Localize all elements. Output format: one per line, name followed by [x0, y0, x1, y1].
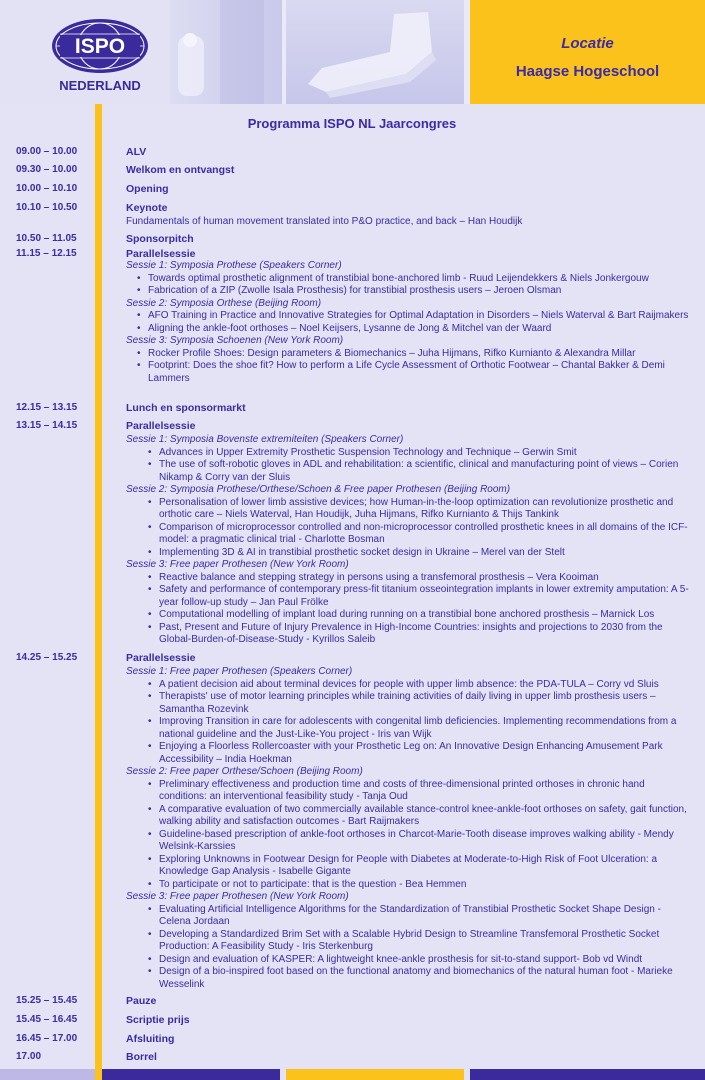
footer-stripe	[0, 1069, 95, 1080]
list-item: • Advances in Upper Extremity Prosthetic Suspension Technology and Technique – Gerwin Smit	[159, 447, 691, 460]
list-item: • Fabrication of a ZIP (Zwolle Isala Prosthesis) for transtibial prosthesis users – Jeroen Olsman	[148, 285, 691, 298]
globe-icon	[0, 0, 170, 104]
list-item: • Personalisation of lower limb assistive devices; how Human-in-the-loop optimization can revolutionize prosthetic and orthotic care – Niels Waterval, Han Houdijk, Juha Hijmans, Rifko Kurnianto & Thijs Tankink	[159, 497, 691, 522]
list-item: • The use of soft-robotic gloves in ADL and rehabilitation: a scientific, clinical and manufacturing point of views – Corien Nikamp & Corry van der Sluis	[159, 459, 691, 484]
row-title: Parallelsessie	[126, 248, 196, 260]
list-item: • Guideline-based prescription of ankle-foot orthoses in Charcot-Marie-Tooth disease improves walking ability - Mendy Welsink-Karssies	[159, 829, 691, 854]
row-time: 15.25 – 15.45	[16, 995, 78, 1006]
list-item: • Rocker Profile Shoes: Design parameters & Biomechanics – Juha Hijmans, Rifko Kurnianto & Alexandra Millar	[148, 348, 691, 361]
row-time: 09.30 – 10.00	[16, 164, 78, 175]
row-title: Parallelsessie	[126, 652, 196, 664]
session-heading: Sessie 1: Free paper Prothesen (Speakers Corner)	[126, 666, 353, 677]
location-value: Haagse Hogeschool	[515, 63, 660, 80]
list-item: • Exploring Unknowns in Footwear Design for People with Diabetes at Moderate-to-High Risk of Foot Ulceration: a Knowledge Gap Analysis - Isabelle Gigante	[159, 854, 691, 879]
prosthesis-photo	[170, 0, 282, 104]
list-item: • Improving Transition in care for adolescents with congenital limb deficiencies. Implementing recommendations from a national guideline and the Just-Like-You project - Iris van Wijk	[159, 716, 691, 741]
list-item: • A patient decision aid about terminal devices for people with upper limb absence: the PDA-TULA – Corry vd Sluis	[159, 679, 691, 692]
list-item: • Safety and performance of contemporary press-fit titanium osseointegration implants in lower extremity amputation: A 5-year follow-up study – Jan Paul Frölke	[159, 584, 691, 609]
row-title: Afsluiting	[126, 1033, 175, 1045]
header-banner	[0, 0, 705, 104]
location-label: Locatie	[561, 35, 614, 52]
list-item: • Developing a Standardized Brim Set with a Scalable Hybrid Design to Streamline Transfemoral Prosthetic Socket Production: A Feasibility Study - Iris Sterkenburg	[159, 929, 691, 954]
row-time: 16.45 – 17.00	[16, 1033, 78, 1044]
foot-icon	[286, 0, 464, 104]
logo-text: ISPO	[74, 35, 126, 58]
location-box	[470, 0, 705, 104]
session-heading: Sessie 1: Symposia Prothese (Speakers Corner)	[126, 260, 342, 271]
list-item: • Design of a bio-inspired foot based on the functional anatomy and biomechanics of the natural human foot - Marieke Wesselink	[159, 966, 691, 991]
list-item: • AFO Training in Practice and Innovative Strategies for Optimal Adaptation in Disorders – Niels Waterval & Bart Raijmakers	[148, 310, 691, 323]
list-item: • Design and evaluation of KASPER: A lightweight knee-ankle prosthesis for sit-to-stand support- Bob vd Windt	[159, 954, 691, 967]
row-time: 10.10 – 10.50	[16, 202, 78, 213]
logo-subtitle: NEDERLAND	[59, 78, 141, 93]
row-time: 17.00	[16, 1051, 42, 1062]
foot-prosthesis-photo	[286, 0, 464, 104]
session-block	[126, 260, 691, 385]
session-heading: Sessie 2: Free paper Orthese/Schoen (Beijing Room)	[126, 766, 363, 777]
list-item: • Enjoying a Floorless Rollercoaster with your Prosthetic Leg on: An Innovative Design Enhancing Amusement Park Accessibility – India Hoekman	[159, 741, 691, 766]
row-title: Parallelsessie	[126, 420, 196, 432]
row-time: 12.15 – 13.15	[16, 402, 78, 413]
list-item: • Towards optimal prosthetic alignment of transtibial bone-anchored limb - Ruud Leijendekkers & Niels Jonkergouw	[148, 273, 691, 286]
accent-divider	[95, 104, 102, 1080]
row-time: 11.15 – 12.15	[16, 248, 77, 259]
footer-stripe	[470, 1069, 705, 1080]
knee-prosthesis-icon	[170, 0, 282, 104]
row-title: Pauze	[126, 995, 157, 1007]
list-item: • Reactive balance and stepping strategy in persons using a transfemoral prosthesis – Vera Kooiman	[159, 572, 691, 585]
session-heading: Sessie 3: Free paper Prothesen (New York Room)	[126, 891, 349, 902]
list-item: • Preliminary effectiveness and production time and costs of three-dimensional printed orthoses in chronic hand conditions: an interventional feasibility study - Tanja Oud	[159, 779, 691, 804]
row-time: 10.00 – 10.10	[16, 183, 78, 194]
page-title: Programma ISPO NL Jaarcongres	[247, 116, 457, 131]
row-title: Borrel	[126, 1051, 157, 1063]
list-item: • Evaluating Artificial Intelligence Algorithms for the Standardization of Transtibial Prosthetic Socket Shape Design - Celena Jordaan	[159, 904, 691, 929]
row-time: 09.00 – 10.00	[16, 146, 78, 157]
footer-stripe	[102, 1069, 280, 1080]
row-time: 15.45 – 16.45	[16, 1014, 78, 1025]
list-item: • Implementing 3D & AI in transtibial prosthetic socket design in Ukraine – Merel van der Stelt	[159, 547, 691, 560]
footer-stripe	[95, 1069, 102, 1080]
list-item: • Aligning the ankle-foot orthoses – Noel Keijsers, Lysanne de Jong & Mitchel van der Waard	[148, 323, 691, 336]
footer-stripe	[286, 1069, 464, 1080]
footer-stripes	[0, 1069, 705, 1080]
session-heading: Sessie 3: Symposia Schoenen (New York Room)	[126, 335, 344, 346]
row-time: 13.15 – 14.15	[16, 420, 78, 431]
session-heading: Sessie 3: Free paper Prothesen (New York Room)	[126, 559, 349, 570]
list-item: • Comparison of microprocessor controlled and non-microprocessor controlled prosthetic knees in all domains of the ICF-model: a pragmatic clinical trial - Charlotte Bosman	[159, 522, 691, 547]
row-title: Sponsorpitch	[126, 233, 194, 245]
session-block	[126, 434, 691, 647]
session-heading: Sessie 1: Symposia Bovenste extremiteiten (Speakers Corner)	[126, 434, 404, 445]
row-time: 10.50 – 11.05	[16, 233, 77, 244]
list-item: • A comparative evaluation of two commercially available stance-control knee-ankle-foot orthoses on safety, gait function, walking ability and satisfaction outcomes - Bart Raijmakers	[159, 804, 691, 829]
row-title: Lunch en sponsormarkt	[126, 402, 246, 414]
row-title: ALV	[126, 146, 147, 158]
row-title: Opening	[126, 183, 169, 195]
keynote-text: Fundamentals of human movement translated into P&O practice, and back – Han Houdijk	[126, 216, 523, 227]
list-item: • Therapists' use of motor learning principles while training activities of daily living in upper limb prosthesis users – Samantha Rozevink	[159, 691, 691, 716]
list-item: • Past, Present and Future of Injury Prevalence in High-Income Countries: insights and projections to 2030 from the Global-Burden-of-Disease-Study - Kyrillos Saleib	[159, 622, 691, 647]
list-item: • Footprint: Does the shoe fit? How to perform a Life Cycle Assessment of Orthotic Footwear – Chantal Bakker & Demi Lammers	[148, 360, 691, 385]
session-block	[126, 666, 691, 991]
row-title: Scriptie prijs	[126, 1014, 190, 1026]
list-item: • To participate or not to participate: that is the question - Bea Hemmen	[159, 879, 691, 892]
ispo-logo	[0, 0, 170, 104]
row-title: Keynote	[126, 202, 168, 214]
session-heading: Sessie 2: Symposia Prothese/Orthese/Schoen & Free paper Prothesen (Beijing Room)	[126, 484, 511, 495]
row-time: 14.25 – 15.25	[16, 652, 78, 663]
list-item: • Computational modelling of implant load during running on a transtibial bone anchored prosthesis – Marnick Los	[159, 609, 691, 622]
session-heading: Sessie 2: Symposia Orthese (Beijing Room)	[126, 297, 322, 309]
row-title: Welkom en ontvangst	[126, 164, 235, 176]
